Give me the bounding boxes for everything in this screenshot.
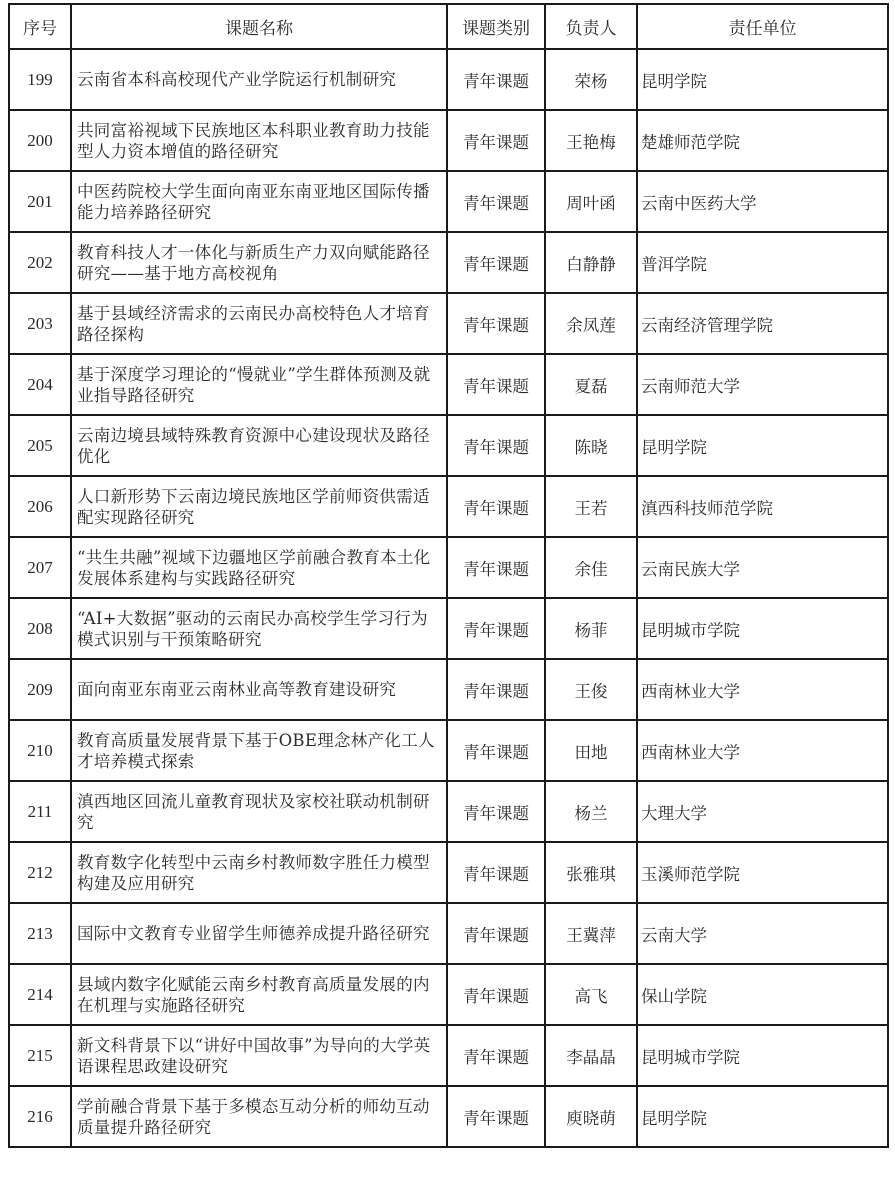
responsible-unit: 云南中医药大学 — [637, 171, 888, 232]
project-category: 青年课题 — [447, 232, 545, 293]
table-row — [9, 293, 888, 354]
responsible-unit: 楚雄师范学院 — [637, 110, 888, 171]
project-title: 人口新形势下云南边境民族地区学前师资供需适配实现路径研究 — [71, 476, 447, 537]
responsible-unit: 昆明学院 — [637, 49, 888, 110]
project-category: 青年课题 — [447, 659, 545, 720]
project-title: 新文科背景下以“讲好中国故事”为导向的大学英语课程思政建设研究 — [71, 1025, 447, 1086]
table-row — [9, 232, 888, 293]
project-category: 青年课题 — [447, 476, 545, 537]
row-number: 211 — [9, 781, 71, 842]
project-title: 基于深度学习理论的“慢就业”学生群体预测及就业指导路径研究 — [71, 354, 447, 415]
project-leader: 余凤莲 — [545, 293, 637, 354]
project-leader: 王若 — [545, 476, 637, 537]
row-number: 199 — [9, 49, 71, 110]
project-title: 面向南亚东南亚云南林业高等教育建设研究 — [71, 659, 447, 720]
project-leader: 张雅琪 — [545, 842, 637, 903]
responsible-unit: 保山学院 — [637, 964, 888, 1025]
row-number: 212 — [9, 842, 71, 903]
project-category: 青年课题 — [447, 171, 545, 232]
row-number: 200 — [9, 110, 71, 171]
project-title: 云南边境县域特殊教育资源中心建设现状及路径优化 — [71, 415, 447, 476]
project-leader: 李晶晶 — [545, 1025, 637, 1086]
table-row — [9, 1086, 888, 1147]
table-row — [9, 903, 888, 964]
project-leader: 白静静 — [545, 232, 637, 293]
responsible-unit: 普洱学院 — [637, 232, 888, 293]
project-title: 国际中文教育专业留学生师德养成提升路径研究 — [71, 903, 447, 964]
project-category: 青年课题 — [447, 110, 545, 171]
row-number: 214 — [9, 964, 71, 1025]
table-row — [9, 1025, 888, 1086]
project-title: 滇西地区回流儿童教育现状及家校社联动机制研究 — [71, 781, 447, 842]
project-title: 云南省本科高校现代产业学院运行机制研究 — [71, 49, 447, 110]
project-leader: 荣杨 — [545, 49, 637, 110]
project-leader: 高飞 — [545, 964, 637, 1025]
row-number: 207 — [9, 537, 71, 598]
row-number: 208 — [9, 598, 71, 659]
table-row — [9, 415, 888, 476]
responsible-unit: 大理大学 — [637, 781, 888, 842]
responsible-unit: 云南民族大学 — [637, 537, 888, 598]
table-row — [9, 354, 888, 415]
project-title: “共生共融”视域下边疆地区学前融合教育本土化发展体系建构与实践路径研究 — [71, 537, 447, 598]
project-title: 中医药院校大学生面向南亚东南亚地区国际传播能力培养路径研究 — [71, 171, 447, 232]
table-header — [9, 4, 888, 49]
header-category: 课题类别 — [447, 4, 545, 49]
table-row — [9, 659, 888, 720]
table-row — [9, 964, 888, 1025]
header-unit: 责任单位 — [637, 4, 888, 49]
project-leader: 王俊 — [545, 659, 637, 720]
table-body — [9, 49, 888, 1147]
project-title: 共同富裕视域下民族地区本科职业教育助力技能型人力资本增值的路径研究 — [71, 110, 447, 171]
header-no: 序号 — [9, 4, 71, 49]
responsible-unit: 昆明学院 — [637, 415, 888, 476]
header-row — [9, 4, 888, 49]
project-category: 青年课题 — [447, 720, 545, 781]
table-row — [9, 171, 888, 232]
header-title: 课题名称 — [71, 4, 447, 49]
responsible-unit: 云南大学 — [637, 903, 888, 964]
table-row — [9, 598, 888, 659]
responsible-unit: 昆明学院 — [637, 1086, 888, 1147]
project-title: 学前融合背景下基于多模态互动分析的师幼互动质量提升路径研究 — [71, 1086, 447, 1147]
project-leader: 杨菲 — [545, 598, 637, 659]
project-title: 教育数字化转型中云南乡村教师数字胜任力模型构建及应用研究 — [71, 842, 447, 903]
project-leader: 庾晓萌 — [545, 1086, 637, 1147]
row-number: 206 — [9, 476, 71, 537]
project-leader: 王冀萍 — [545, 903, 637, 964]
table-row — [9, 781, 888, 842]
project-category: 青年课题 — [447, 354, 545, 415]
project-leader: 余佳 — [545, 537, 637, 598]
project-category: 青年课题 — [447, 415, 545, 476]
project-category: 青年课题 — [447, 964, 545, 1025]
project-category: 青年课题 — [447, 598, 545, 659]
row-number: 202 — [9, 232, 71, 293]
project-leader: 陈晓 — [545, 415, 637, 476]
responsible-unit: 云南师范大学 — [637, 354, 888, 415]
project-leader: 夏磊 — [545, 354, 637, 415]
project-category: 青年课题 — [447, 1086, 545, 1147]
responsible-unit: 玉溪师范学院 — [637, 842, 888, 903]
responsible-unit: 昆明城市学院 — [637, 1025, 888, 1086]
table-row — [9, 110, 888, 171]
responsible-unit: 滇西科技师范学院 — [637, 476, 888, 537]
responsible-unit: 昆明城市学院 — [637, 598, 888, 659]
project-title: “AI+大数据”驱动的云南民办高校学生学习行为模式识别与干预策略研究 — [71, 598, 447, 659]
row-number: 204 — [9, 354, 71, 415]
project-category: 青年课题 — [447, 293, 545, 354]
header-leader: 负责人 — [545, 4, 637, 49]
project-leader: 周叶函 — [545, 171, 637, 232]
project-category: 青年课题 — [447, 537, 545, 598]
row-number: 213 — [9, 903, 71, 964]
project-title: 教育科技人才一体化与新质生产力双向赋能路径研究——基于地方高校视角 — [71, 232, 447, 293]
row-number: 203 — [9, 293, 71, 354]
project-list-table — [8, 3, 889, 1148]
project-category: 青年课题 — [447, 903, 545, 964]
project-leader: 杨兰 — [545, 781, 637, 842]
responsible-unit: 西南林业大学 — [637, 720, 888, 781]
row-number: 209 — [9, 659, 71, 720]
table-row — [9, 842, 888, 903]
responsible-unit: 西南林业大学 — [637, 659, 888, 720]
row-number: 216 — [9, 1086, 71, 1147]
project-leader: 王艳梅 — [545, 110, 637, 171]
table-row — [9, 537, 888, 598]
project-title: 基于县域经济需求的云南民办高校特色人才培育路径探构 — [71, 293, 447, 354]
table-row — [9, 720, 888, 781]
project-leader: 田地 — [545, 720, 637, 781]
table-row — [9, 476, 888, 537]
row-number: 205 — [9, 415, 71, 476]
row-number: 215 — [9, 1025, 71, 1086]
table-row — [9, 49, 888, 110]
project-category: 青年课题 — [447, 49, 545, 110]
project-category: 青年课题 — [447, 1025, 545, 1086]
project-category: 青年课题 — [447, 781, 545, 842]
row-number: 201 — [9, 171, 71, 232]
project-title: 县域内数字化赋能云南乡村教育高质量发展的内在机理与实施路径研究 — [71, 964, 447, 1025]
project-category: 青年课题 — [447, 842, 545, 903]
project-title: 教育高质量发展背景下基于OBE理念林产化工人才培养模式探索 — [71, 720, 447, 781]
row-number: 210 — [9, 720, 71, 781]
responsible-unit: 云南经济管理学院 — [637, 293, 888, 354]
